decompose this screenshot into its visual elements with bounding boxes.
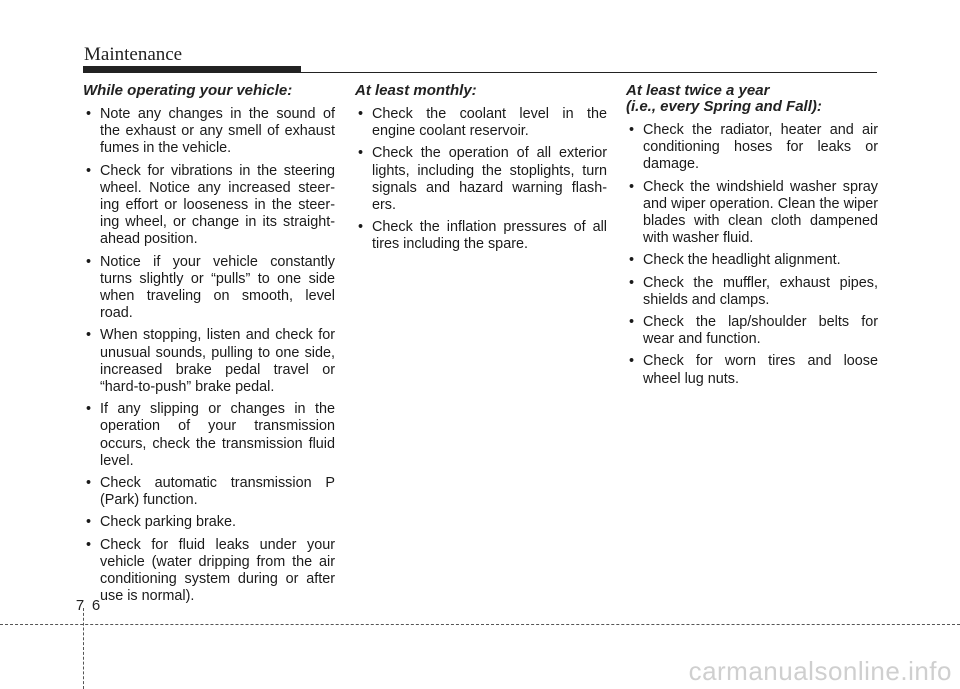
list-item: • Note any changes in the sound of the exhaust or any smell of exhaust fumes in the vehicle. [83,106,335,158]
list-item: • Check the coolant level in the engine coolant reservoir. [355,106,607,140]
column-heading: At least monthly: [355,82,477,99]
watermark: carmanualsonline.info [688,656,952,686]
page-number-value: 6 [91,597,101,614]
list-item: • When stopping, listen and check for unusual sounds, pulling to one side, increased brake pedal travel or “hard-to-push” brake pedal. [83,327,335,396]
list-item: • Check automatic transmission P (Park) function. [83,475,335,509]
list-item: • Check for fluid leaks under your vehicle (water dripping from the air conditioning system during or after use is normal). [83,537,335,606]
list-item: • Check the muffler, exhaust pipes, shields and clamps. [626,275,878,309]
column-twice-a-year [626,83,878,393]
page-number [72,597,104,614]
column-heading: While operating your vehicle: [83,82,293,99]
heading-line-1: At least twice a year [626,82,770,99]
checklist [83,106,335,605]
list-item: • Check for vibrations in the steering wheel. Notice any increased steer-ing effort or looseness in the steer-ing wheel, or change in its straight-ahead position. [83,163,335,249]
list-item: • Notice if your vehicle constantly turns slightly or “pulls” to one side when traveling on smooth, level road. [83,254,335,323]
list-item: • Check the inflation pressures of all tires including the spare. [355,219,607,253]
chapter-number: 7 [75,597,85,614]
column-while-operating [83,83,335,610]
checklist [355,106,607,254]
list-item: • Check the operation of all exterior lights, including the stoplights, turn signals and hazard warning flash-ers. [355,145,607,214]
list-item: • Check parking brake. [83,514,335,531]
checklist [626,122,878,388]
list-item: • Check the lap/shoulder belts for wear and function. [626,314,878,348]
list-item: • Check the windshield washer spray and wiper operation. Clean the wiper blades with clean cloth dampened with washer fluid. [626,179,878,248]
list-item: • Check for worn tires and loose wheel lug nuts. [626,353,878,387]
footer-divider-vertical [83,608,84,689]
list-item: • Check the headlight alignment. [626,252,878,269]
list-item: • Check the radiator, heater and air conditioning hoses for leaks or damage. [626,122,878,174]
header-rule-thin [83,72,877,73]
footer-divider-horizontal [0,624,960,625]
column-monthly [355,83,607,259]
column-heading [626,83,878,115]
heading-line-2: (i.e., every Spring and Fall): [626,98,822,115]
list-item: • If any slipping or changes in the operation of your transmission occurs, check the transmission fluid level. [83,401,335,470]
section-title: Maintenance [84,44,183,65]
